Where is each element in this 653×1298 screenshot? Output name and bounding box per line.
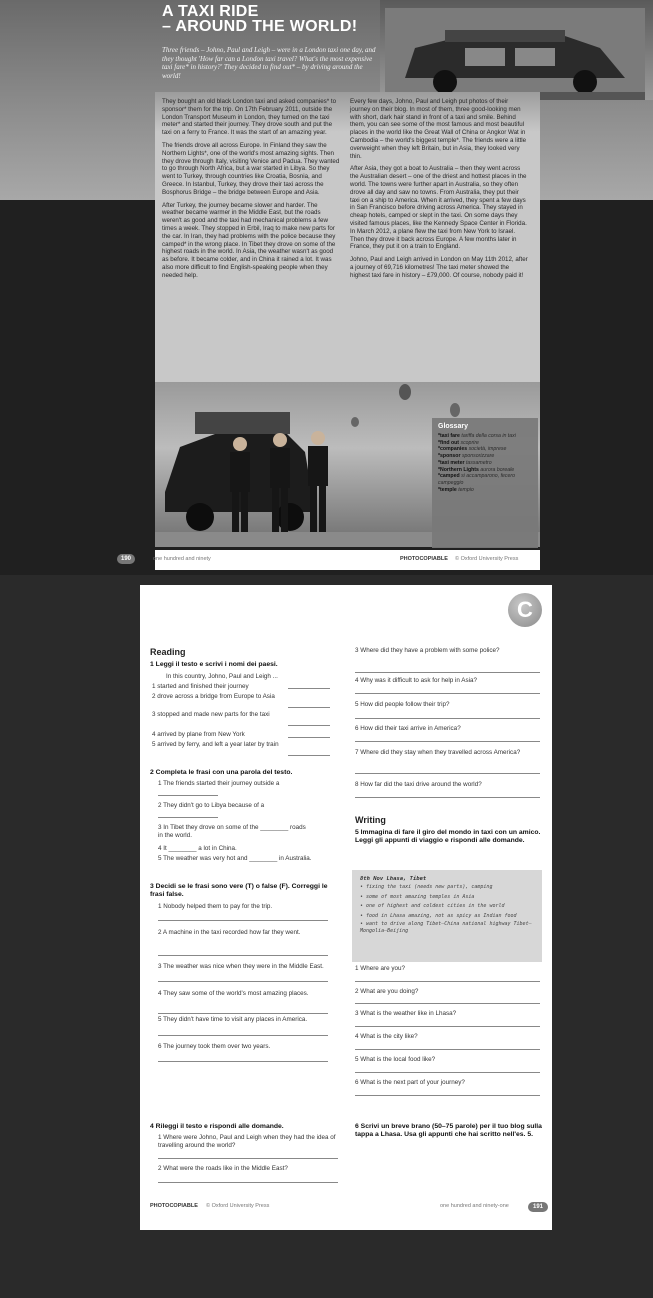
glossary-item: *taxi meter tassametro [438, 459, 492, 466]
exercise-2-title: 2 Completa le frasi con una parola del testo. [150, 769, 293, 776]
photocopiable-label: PHOTOCOPIABLE [150, 1203, 198, 1209]
paragraph: Every few days, Johno, Paul and Leigh put photos of their journey on their blog. In most of them, three good-looking men with short, dark hair stand in front of a taxi and smile. Behind them, you can see some of the most famous and most beautiful places in the world like the Great Wall of China or Angkor Wat in Cambodia – the world's biggest temple*. The friends were a little overweight when they left Britain, but in Asia, they looked very thin. [350, 98, 527, 160]
glossary-item: *companies società, imprese [438, 446, 507, 453]
reading-heading: Reading [150, 647, 186, 657]
paragraph: The friends drove all across Europe. In Finland they saw the Northern Lights*, one of the world's most amazing sights. Then they drove through Italy, visiting Venice and Padua. They wanted to go through North Africa, but a war started in Libya. So they went to Turkey, through countries like Croatia, Bosnia, and Greece. In Istanbul, Turkey, they drove their taxi across the Bosphorus Bridge – the bridge between Europe and Asia. [162, 141, 340, 196]
page-number-words: one hundred and ninety [153, 556, 211, 562]
answer-line[interactable] [158, 1035, 328, 1036]
exercise-4-item: 6 How did their taxi arrive in America? [355, 725, 461, 732]
exercise-1-item: 5 arrived by ferry, and left a year later by train [152, 741, 279, 748]
exercise-4-item: 4 Why was it difficult to ask for help in Asia? [355, 677, 478, 684]
answer-line[interactable] [355, 1095, 540, 1096]
note-item: • some of most amazing temples in Asia [360, 893, 475, 900]
exercise-1-example: In this country, Johno, Paul and Leigh ... [166, 673, 278, 680]
answer-line[interactable] [158, 1158, 338, 1159]
exercise-3-item: 4 They saw some of the world's most amazing places. [158, 990, 309, 997]
exercise-3-item: 3 The weather was nice when they were in the Middle East. [158, 963, 324, 970]
exercise-4-item: 2 What were the roads like in the Middle East? [158, 1165, 288, 1172]
glossary-box [432, 418, 538, 548]
answer-line[interactable] [158, 795, 218, 796]
exercise-5-question: 2 What are you doing? [355, 988, 419, 995]
answer-line[interactable] [355, 1072, 540, 1073]
exercise-5-question: 3 What is the weather like in Lhasa? [355, 1010, 457, 1017]
exercise-4-item: 7 Where did they stay when they travelled across America? [355, 749, 521, 756]
exercise-3-item: 1 Nobody helped them to pay for the trip. [158, 903, 273, 910]
answer-line[interactable] [288, 737, 330, 738]
exercise-1-item: 1 started and finished their journey [152, 683, 249, 690]
exercise-4-item: 5 How did people follow their trip? [355, 701, 450, 708]
answer-line[interactable] [158, 955, 328, 956]
glossary-item: *camped si accamparono, fecero campeggio [438, 473, 515, 486]
photocopiable-label: PHOTOCOPIABLE [400, 556, 448, 562]
exercise-2-item: 2 They didn't go to Libya because of a [158, 802, 265, 809]
page-190 [0, 0, 653, 575]
answer-line[interactable] [355, 773, 540, 774]
exercise-2-item: 5 The weather was very hot and ________ in Australia. [158, 855, 312, 862]
answer-line[interactable] [288, 688, 330, 689]
exercise-1-item: 3 stopped and made new parts for the taxi [152, 711, 270, 718]
paragraph: After Turkey, the journey became slower and harder. The weather became warmer in the Middle East, but the roads weren't as good and the taxi had mechanical problems a few times a week. They stopped in Erbil, Iraq to make new parts for the car. In Iran, they had problems with the police because they camped* in the wrong place. In Tibet they drove on some of the highest roads in the world. In Asia, the weather wasn't as good as before. It became colder, and in China it rained a lot. It was also more difficult to find English-speaking people when they needed help. [162, 201, 336, 279]
answer-line[interactable] [158, 981, 328, 982]
travel-notes-box [352, 870, 542, 962]
article-column-1 [162, 98, 340, 285]
page-number-badge: 190 [117, 554, 135, 564]
glossary-item: *temple tempio [438, 486, 474, 493]
answer-line[interactable] [355, 718, 540, 719]
glossary-item: *taxi fare tariffa della corsa in taxi [438, 433, 516, 439]
answer-line[interactable] [158, 1061, 328, 1062]
exercise-1-title: 1 Leggi il testo e scrivi i nomi dei paesi. [150, 661, 278, 668]
answer-line[interactable] [355, 1026, 540, 1027]
answer-line[interactable] [158, 920, 328, 921]
exercise-4-item: 1 Where were Johno, Paul and Leigh when they had the idea of travelling around the world? [158, 1134, 336, 1149]
page-footer [140, 1197, 552, 1217]
glossary-item: *find out scoprire [438, 439, 479, 446]
note-item: • one of highest and coldest cities in the world [360, 903, 505, 910]
answer-line[interactable] [288, 707, 330, 708]
publisher-credit: © Oxford University Press [206, 1203, 270, 1209]
exercise-3-title: 3 Decidi se le frasi sono vere (T) o false (F). Correggi le frasi false. [150, 883, 328, 898]
exercise-4-title: 4 Rileggi il testo e rispondi alle domande. [150, 1123, 284, 1130]
glossary-item: *sponsor sponsorizzare [438, 453, 495, 460]
exercise-4-item: 8 How far did the taxi drive around the world? [355, 781, 482, 788]
article-intro: Three friends – Johno, Paul and Leigh – were in a London taxi one day, and they thought 'How far can a London taxi travel? What's the most expensive taxi fare* in history?' They decided to find out* – by driving around the world! [162, 46, 376, 80]
exercise-5-question: 6 What is the next part of your journey? [355, 1079, 465, 1086]
exercise-2-item: 1 The friends started their journey outside a [158, 780, 280, 787]
exercise-1-item: 2 drove across a bridge from Europe to Asia [152, 693, 275, 700]
exercise-1-item: 4 arrived by plane from New York [152, 731, 245, 738]
page-191 [140, 585, 552, 1230]
answer-line[interactable] [158, 1013, 328, 1014]
publisher-credit: © Oxford University Press [455, 556, 519, 562]
paragraph: They bought an old black London taxi and asked companies* to sponsor* them for the trip. On 17th February 2011, outside the London Transport Museum in London, they turned on the taxi meter* and started their journey. They drove south and put the taxi on a ferry to France. It was the start of an amazing year. [162, 98, 337, 137]
answer-line[interactable] [355, 981, 540, 982]
exercise-3-item: 2 A machine in the taxi recorded how far they went. [158, 929, 301, 936]
exercise-6-title: 6 Scrivi un breve brano (50–75 parole) per il tuo blog sulla tappa a Lhasa. Usa gli appunti che hai scritto nell'es. 5. [355, 1123, 542, 1138]
article-column-2 [350, 98, 530, 285]
paragraph: Johno, Paul and Leigh arrived in London on May 11th 2012, after a journey of 69,716 kilometres! The taxi meter showed the highest taxi fare in history – £79,000. Of course, nobody paid it! [350, 256, 528, 279]
exercise-2-item: 3 In Tibet they drove on some of the ________ roads in the world. [158, 824, 306, 839]
exercise-2-item: 4 It ________ a lot in China. [158, 845, 237, 852]
exercise-5-question: 5 What is the local food like? [355, 1056, 436, 1063]
page-number-badge: 191 [528, 1202, 548, 1212]
note-item: • fixing the taxi (needs new parts), camping [360, 884, 493, 890]
writing-heading: Writing [355, 815, 386, 825]
answer-line[interactable] [355, 1003, 540, 1004]
answer-line[interactable] [158, 1182, 338, 1183]
page-number-words: one hundred and ninety-one [440, 1203, 509, 1209]
exercise-4-item: 3 Where did they have a problem with some police? [355, 647, 500, 654]
answer-line[interactable] [158, 817, 218, 818]
note-item: • food in Lhasa amazing, not as spicy as Indian food [360, 912, 517, 919]
page-footer [120, 550, 540, 570]
section-badge: C [508, 593, 542, 627]
taxi-photo [385, 8, 645, 100]
answer-line[interactable] [355, 1049, 540, 1050]
paragraph: After Asia, they got a boat to Australia – then they went across the Australian desert – one of the driest and hottest places in the world. The towns were further apart in Australia, so they often drove all day and saw no towns. From Australia, they put their taxi on a ship to America. When it arrived, they spent a few days in San Francisco before driving across America. They stayed in cheap hotels, camped or slept in the taxi. On some days they visited famous places, like the Kennedy Space Center in Florida. In March 2012, a plane flew the taxi from New York to Israel. Then they drove it back across Europe. A few months later in France, they put it on a train to England. [350, 165, 527, 251]
notes-heading: 8th Nov Lhasa, Tibet [360, 876, 427, 882]
note-item: • want to drive along Tibet–China national highway Tibet–Mongolia–Beijing [360, 921, 532, 935]
exercise-3-item: 5 They didn't have time to visit any places in America. [158, 1016, 308, 1023]
glossary-item: *Northern Lights aurora boreale [438, 466, 515, 473]
exercise-5-title: 5 Immagina di fare il giro del mondo in taxi con un amico. Leggi gli appunti di viaggio e rispondi alle domande. [355, 829, 541, 844]
answer-line[interactable] [288, 755, 330, 756]
answer-line[interactable] [355, 741, 540, 742]
answer-line[interactable] [355, 693, 540, 694]
exercise-5-question: 1 Where are you? [355, 965, 406, 972]
article-title: A TAXI RIDE – AROUND THE WORLD! [162, 3, 358, 35]
answer-line[interactable] [355, 797, 540, 798]
glossary-title: Glossary [438, 423, 468, 430]
answer-line[interactable] [355, 672, 540, 673]
answer-line[interactable] [288, 725, 330, 726]
exercise-5-question: 4 What is the city like? [355, 1033, 418, 1040]
exercise-3-item: 6 The journey took them over two years. [158, 1043, 271, 1050]
